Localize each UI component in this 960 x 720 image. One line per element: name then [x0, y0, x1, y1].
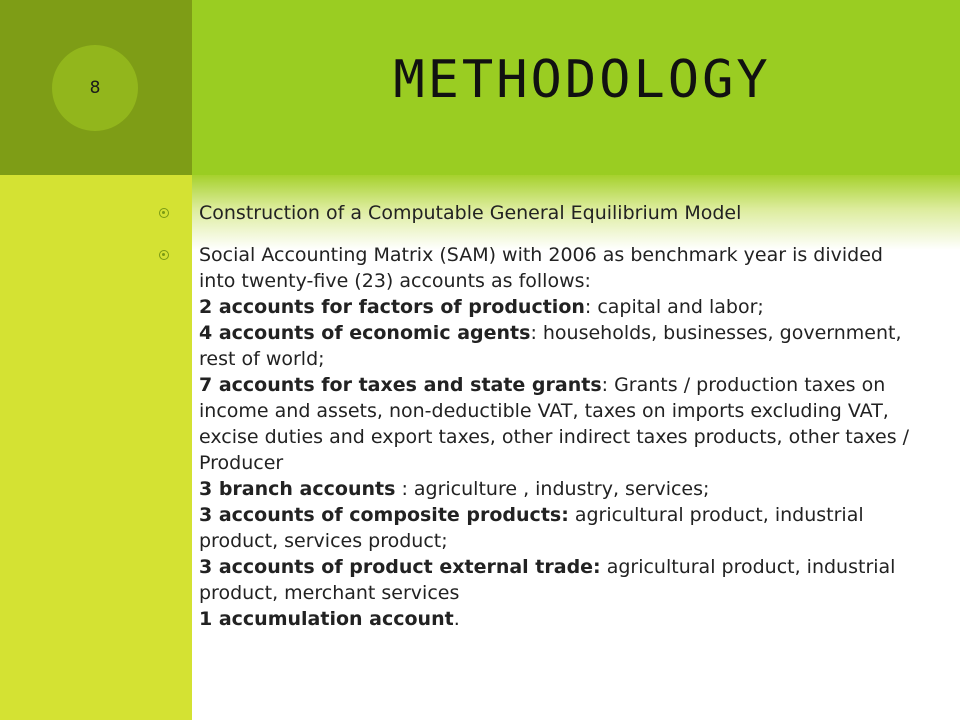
slide-title: METHODOLOGY — [393, 50, 771, 110]
account-group-external-trade-detail: agricultural product, industrial product, merchant services — [199, 556, 896, 604]
bullet-circle-icon — [159, 250, 169, 260]
bullet-circle-icon — [159, 208, 169, 218]
account-group-accumulation-detail: . — [453, 608, 460, 630]
account-group-composite: 3 accounts of composite products: — [199, 504, 569, 526]
slide-number: 8 — [89, 78, 101, 98]
account-group-agents-detail: : households, businesses, government, rest of world; — [199, 322, 902, 370]
account-group-taxes: 7 accounts for taxes and state grants — [199, 374, 602, 396]
account-group-taxes-detail: : Grants / production taxes on income and assets, non-deductible VAT, taxes on imports excluding VAT, excise duties and export taxes, other indirect taxes products, other taxes / Producer — [199, 374, 910, 474]
account-group-external-trade: 3 accounts of product external trade: — [199, 556, 601, 578]
account-group-agents: 4 accounts of economic agents — [199, 322, 531, 344]
slide-content — [155, 200, 915, 632]
account-group-composite-detail: agricultural product, industrial product, services product; — [199, 504, 864, 552]
account-group-accumulation: 1 accumulation account — [199, 608, 454, 630]
bullet-text: Construction of a Computable General Equilibrium Model — [199, 202, 742, 224]
slide-number-badge — [52, 45, 138, 131]
bullet-intro: Social Accounting Matrix (SAM) with 2006 as benchmark year is divided into twenty-five (23) accounts as follows: — [199, 244, 883, 292]
bullet-cge-model — [155, 200, 915, 226]
account-group-factors: 2 accounts for factors of production — [199, 296, 585, 318]
account-group-branch-detail: : agriculture , industry, services; — [395, 478, 710, 500]
account-group-branch: 3 branch accounts — [199, 478, 396, 500]
bullet-sam-accounts — [155, 242, 915, 632]
account-group-factors-detail: : capital and labor; — [584, 296, 764, 318]
